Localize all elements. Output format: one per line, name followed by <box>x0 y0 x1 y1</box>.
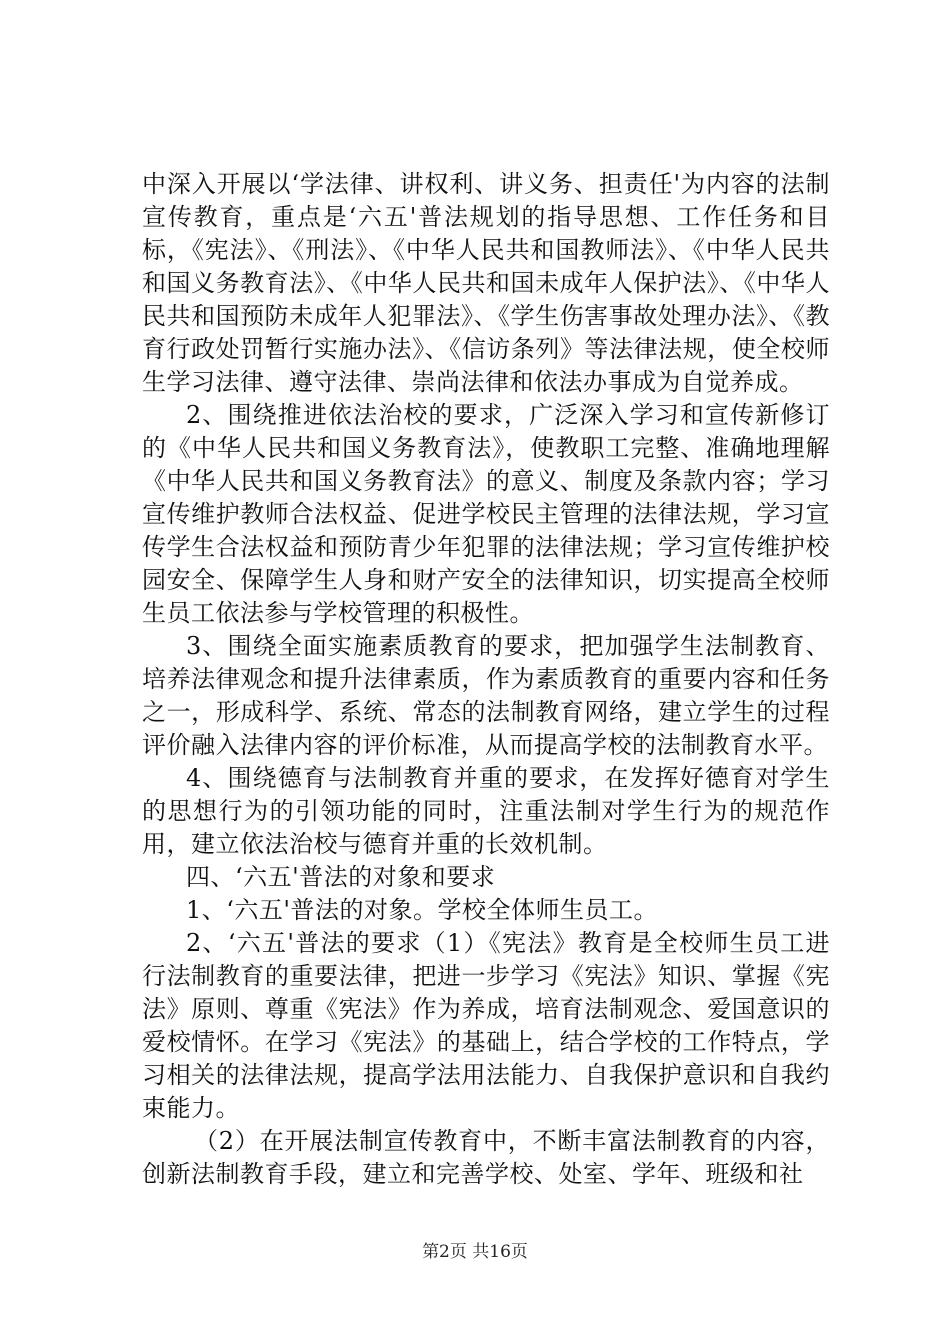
paragraph-item-3: 3、围绕全面实施素质教育的要求，把加强学生法制教育、培养法律观念和提升法律素质，作为素质教育的重要内容和任务之一，形成科学、系统、常态的法制教育网络，建立学生的过程评价融入法律内容的评价标准，从而提高学校的法制教育水平。 <box>142 632 830 759</box>
page-number: 第2页 共16页 <box>422 1242 528 1262</box>
paragraph-item-4: 4、围绕德育与法制教育并重的要求，在发挥好德育对学生的思想行为的引领功能的同时，注重法制对学生行为的规范作用，建立依法治校与德育并重的长效机制。 <box>142 764 830 858</box>
paragraph-requirements-2: （2）在开展法制宣传教育中，不断丰富法制教育的内容，创新法制教育手段，建立和完善学校、处室、学年、班级和社 <box>142 1127 830 1188</box>
page-footer <box>0 1241 950 1263</box>
body-text <box>142 168 830 1191</box>
section-heading-4: 四、‘六五'普法的对象和要求 <box>186 863 496 891</box>
paragraph-target: 1、‘六五'普法的对象。学校全体师生员工。 <box>186 896 658 924</box>
paragraph-requirements-1: 2、‘六五'普法的要求（1）《宪法》教育是全校师生员工进行法制教育的重要法律，把进一步学习《宪法》知识、掌握《宪法》原则、尊重《宪法》作为养成，培育法制观念、爱国意识的爱校情怀。在学习《宪法》的基础上，结合学校的工作特点，学习相关的法律法规，提高学法用法能力、自我保护意识和自我约束能力。 <box>142 929 830 1122</box>
paragraph-continuation: 中深入开展以‘学法律、讲权利、讲义务、担责任'为内容的法制宣传教育，重点是‘六五'普法规划的指导思想、工作任务和目标，《宪法》、《刑法》、《中华人民共和国教师法》、《中华人民共和国义务教育法》、《中华人民共和国未成年人保护法》、《中华人民共和国预防未成年人犯罪法》、《学生伤害事故处理办法》、《教育行政处罚暂行实施办法》、《信访条列》等法律法规，使全校师生学习法律、遵守法律、崇尚法律和依法办事成为自觉养成。 <box>142 170 830 396</box>
paragraph-item-2: 2、围绕推进依法治校的要求，广泛深入学习和宣传新修订的《中华人民共和国义务教育法》，使教职工完整、准确地理解《中华人民共和国义务教育法》的意义、制度及条款内容；学习宣传维护教师合法权益、促进学校民主管理的法律法规，学习宣传学生合法权益和预防青少年犯罪的法律法规；学习宣传维护校园安全、保障学生人身和财产安全的法律知识，切实提高全校师生员工依法参与学校管理的积极性。 <box>142 401 830 627</box>
